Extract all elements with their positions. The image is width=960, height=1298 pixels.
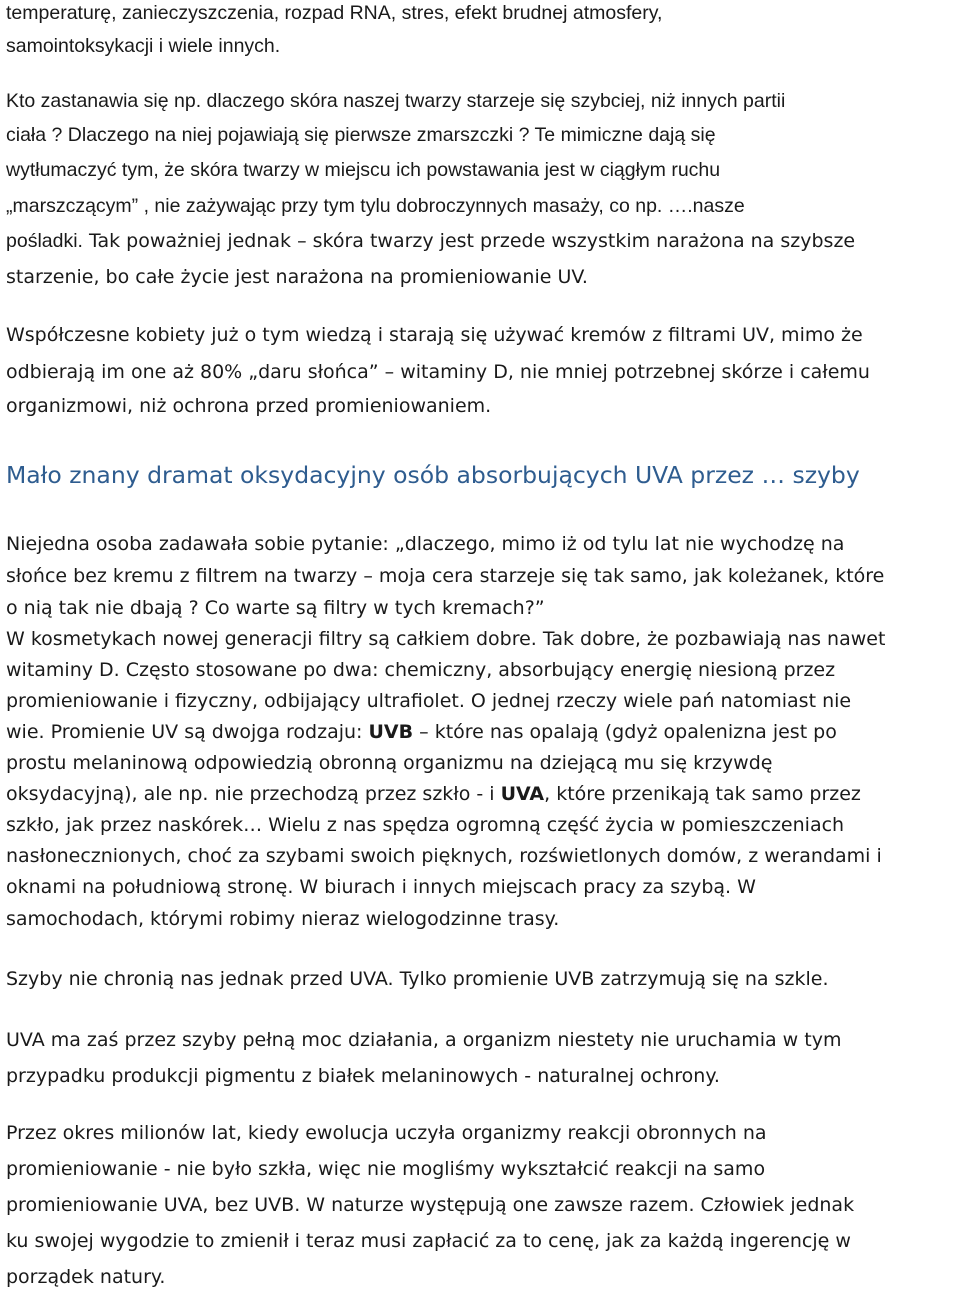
text-line	[6, 721, 837, 743]
text-line: ku swojej wygodzie to zmienił i teraz musi zapłacić za to cenę, jak za każdą ingerencję w	[6, 1230, 851, 1252]
text-line: odbierają im one aż 80% „daru słońca” – witaminy D, nie mniej potrzebnej skórze i całemu	[6, 361, 870, 383]
text-line: W kosmetykach nowej generacji filtry są całkiem dobre. Tak dobre, że pozbawiają nas nawet	[6, 628, 886, 650]
text-span: wie. Promienie UV są dwojga rodzaju:	[6, 721, 369, 743]
text-line: Kto zastanawia się np. dlaczego skóra naszej twarzy starzeje się szybciej, niż innych partii	[6, 90, 786, 112]
text-line: samochodach, którymi robimy nieraz wielogodzinne trasy.	[6, 908, 560, 930]
text-line	[6, 783, 861, 805]
text-line: promieniowanie - nie było szkła, więc nie mogliśmy wykształcić reakcji na samo	[6, 1158, 766, 1180]
text-line: przypadku produkcji pigmentu z białek melaninowych - naturalnej ochrony.	[6, 1065, 720, 1087]
text-line	[6, 124, 716, 147]
text-span: Te mimiczne dają się	[529, 124, 716, 146]
text-span: , które przenikają tak samo przez	[544, 783, 861, 805]
text-line	[6, 230, 855, 253]
text-span: Tak poważniej jednak – skóra twarzy jest przede wszystkim narażona na szybsze	[82, 230, 856, 252]
text-line: promieniowanie UVA, bez UVB. W naturze występują one zawsze razem. Człowiek jednak	[6, 1194, 855, 1216]
section-heading: Mało znany dramat oksydacyjny osób absorbujących UVA przez … szyby	[6, 461, 860, 489]
text-line: szkło, jak przez naskórek… Wielu z nas spędza ogromną część życia w pomieszczeniach	[6, 814, 845, 836]
text-span: pośladki.	[6, 230, 83, 252]
text-span: ciała ? Dlaczego na niej pojawiają się pierwsze zmarszczki ?	[6, 124, 530, 146]
text-line: „marszczącym” , nie zażywając przy tym tylu dobroczynnych masaży, co np. ….nasze	[6, 195, 745, 217]
text-line: organizmowi, niż ochrona przed promieniowaniem.	[6, 395, 492, 417]
text-line: Szyby nie chronią nas jednak przed UVA. Tylko promienie UVB zatrzymują się na szkle.	[6, 968, 829, 990]
text-line: samointoksykacji i wiele innych.	[6, 35, 281, 57]
text-line: Współczesne kobiety już o tym wiedzą i starają się używać kremów z filtrami UV, mimo że	[6, 324, 863, 346]
text-line: Przez okres milionów lat, kiedy ewolucja uczyła organizmy reakcji obronnych na	[6, 1122, 767, 1144]
text-line: nasłonecznionych, choć za szybami swoich pięknych, rozświetlonych domów, z werandami i	[6, 845, 882, 867]
text-line: oknami na południową stronę. W biurach i innych miejscach pracy za szybą. W	[6, 876, 756, 898]
text-line: UVA ma zaś przez szyby pełną moc działania, a organizm niestety nie uruchamia w tym	[6, 1029, 842, 1051]
uva-term: UVA	[500, 783, 545, 805]
text-line: porządek natury.	[6, 1266, 166, 1288]
uvb-term: UVB	[368, 721, 414, 743]
text-span: oksydacyjną), ale np. nie przechodzą przez szkło - i	[6, 783, 501, 805]
text-line: prostu melaninową odpowiedzią obronną organizmu na dziejącą mu się krzywdę	[6, 752, 773, 774]
text-line: starzenie, bo całe życie jest narażona na promieniowanie UV.	[6, 266, 588, 288]
text-line: witaminy D. Często stosowane po dwa: chemiczny, absorbujący energię niesioną przez	[6, 659, 836, 681]
text-line: promieniowanie i fizyczny, odbijający ultrafiolet. O jednej rzeczy wiele pań natomiast nie	[6, 690, 852, 712]
text-line: Niejedna osoba zadawała sobie pytanie: „dlaczego, mimo iż od tylu lat nie wychodzę na	[6, 533, 845, 555]
text-line: temperaturę, zanieczyszczenia, rozpad RNA, stres, efekt brudnej atmosfery,	[6, 2, 663, 24]
text-line: o nią tak nie dbają ? Co warte są filtry w tych kremach?”	[6, 597, 545, 619]
text-span: – które nas opalają (gdyż opalenizna jest po	[413, 721, 837, 743]
text-line: wytłumaczyć tym, że skóra twarzy w miejscu ich powstawania jest w ciągłym ruchu	[6, 159, 721, 181]
text-line: słońce bez kremu z filtrem na twarzy – moja cera starzeje się tak samo, jak koleżanek, które	[6, 565, 885, 587]
